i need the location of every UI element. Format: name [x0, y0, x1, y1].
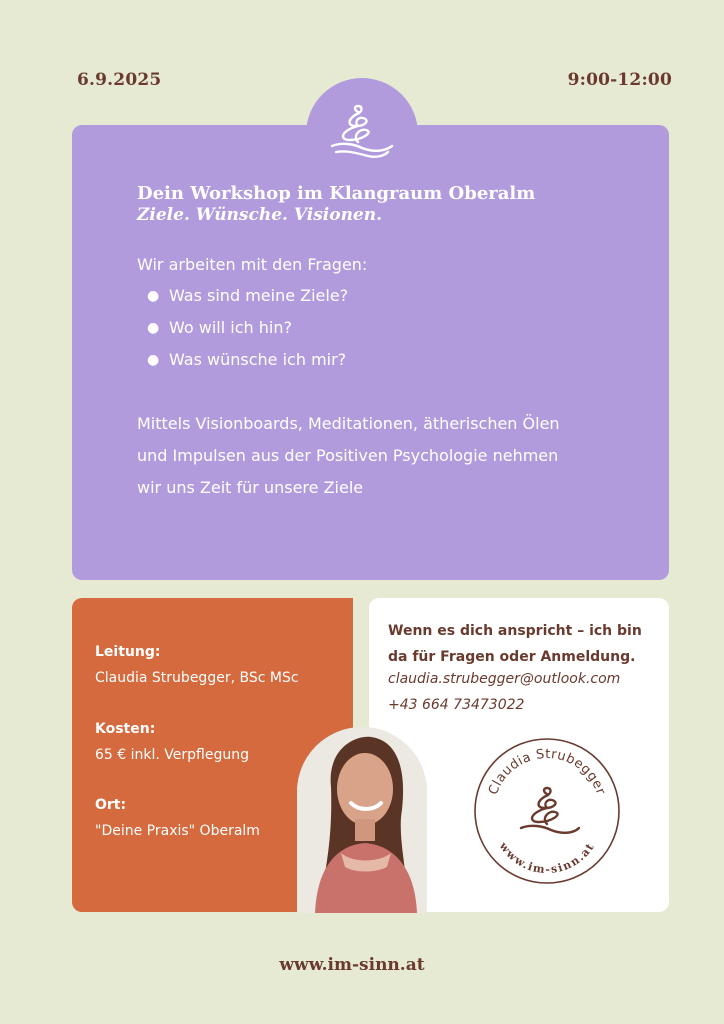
list-item: [147, 317, 348, 349]
leitung-label: Leitung:: [95, 644, 161, 660]
question-text: Was wünsche ich mir?: [169, 350, 347, 369]
workshop-title: Dein Workshop im Klangraum Oberalm: [137, 183, 536, 204]
stamp-logo-icon: [521, 788, 579, 833]
bullet-icon: ●: [147, 352, 160, 368]
bullet-icon: ●: [147, 288, 160, 304]
lotus-swirl-logo-icon: [328, 104, 396, 160]
event-date: 6.9.2025: [77, 70, 162, 90]
logo-bubble: [306, 78, 418, 190]
bullet-icon: ●: [147, 320, 160, 336]
stamp-name: Claudia Strubegger: [485, 746, 609, 798]
event-time: 9:00-12:00: [567, 70, 672, 90]
contact-phone[interactable]: +43 664 73473022: [388, 697, 525, 713]
kosten-value: 65 € inkl. Verpflegung: [95, 747, 249, 763]
question-text: Was sind meine Ziele?: [169, 286, 349, 305]
question-text: Wo will ich hin?: [169, 318, 292, 337]
svg-text:Claudia Strubegger: [486, 747, 608, 797]
contact-heading: Wenn es dich anspricht – ich bin da für Fragen oder Anmeldung.: [388, 623, 642, 665]
ort-value: "Deine Praxis" Oberalm: [95, 823, 260, 839]
portrait-photo: [297, 727, 427, 913]
workshop-description: Mittels Visionboards, Meditationen, ätherischen Ölen und Impulsen aus der Positiven Psychologie nehmen wir uns Zeit für unsere Ziele: [137, 414, 560, 497]
stamp-url: www.im-sinn.at: [496, 839, 598, 877]
footer-website[interactable]: www.im-sinn.at: [279, 955, 425, 975]
name-stamp: [472, 736, 622, 886]
ort-label: Ort:: [95, 797, 127, 813]
svg-text:www.im-sinn.at: [496, 839, 597, 876]
list-item: [147, 349, 348, 381]
workshop-subtitle: Ziele. Wünsche. Visionen.: [137, 205, 383, 225]
questions-intro: Wir arbeiten mit den Fragen:: [137, 255, 368, 274]
contact-email[interactable]: claudia.strubegger@outlook.com: [388, 671, 621, 687]
questions-list: [147, 285, 348, 381]
leitung-value: Claudia Strubegger, BSc MSc: [95, 670, 299, 686]
kosten-label: Kosten:: [95, 721, 156, 737]
list-item: [147, 285, 348, 317]
